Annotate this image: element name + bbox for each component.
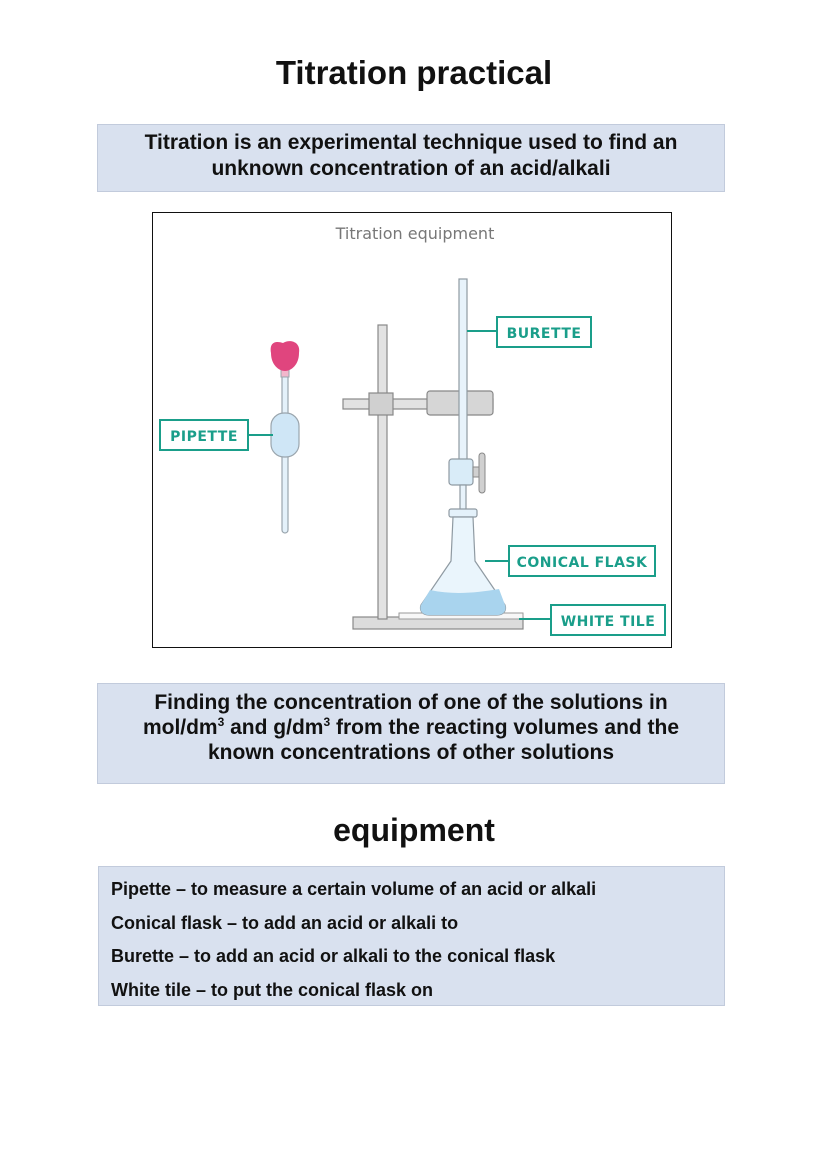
pipette-label-text: PIPETTE [170, 429, 238, 445]
aim-superscript-2: 3 [323, 715, 331, 729]
pipette-label [160, 420, 273, 450]
burette-label-text: BURETTE [506, 326, 582, 342]
aim-line-2-part-b: and g/dm [224, 716, 324, 739]
aim-line-3: known concentrations of other solutions [207, 741, 614, 764]
diagram-caption: Titration equipment [335, 224, 495, 243]
equipment-heading: equipment [333, 812, 495, 848]
titration-equipment-illustration [153, 213, 673, 649]
conical-flask-label [485, 546, 655, 576]
equipment-item-burette: Burette – to add an acid or alkali to the conical flask [111, 946, 556, 966]
equipment-item-conical-flask: Conical flask – to add an acid or alkali to [111, 912, 459, 933]
equipment-item-pipette: Pipette – to measure a certain volume of an acid or alkali [111, 879, 597, 899]
burette-label [467, 317, 591, 347]
retort-stand-icon [343, 325, 523, 629]
pipette-icon [271, 341, 300, 533]
aim-line-2 [98, 715, 724, 740]
page-title: Titration practical [275, 54, 553, 91]
white-tile-label [519, 605, 665, 635]
aim-line-2-part-c: from the reacting volumes and the [330, 716, 680, 739]
equipment-list [98, 866, 725, 1006]
aim-superscript-1: 3 [217, 715, 225, 729]
conical-flask-label-text: CONICAL FLASK [516, 555, 648, 571]
definition-line-1: Titration is an experimental technique used to find an [144, 131, 678, 154]
aim-line-2-part-a: mol/dm [142, 716, 218, 739]
definition-line-2: unknown concentration of an acid/alkali [211, 157, 611, 180]
white-tile-label-text: WHITE TILE [560, 614, 656, 630]
aim-line-1: Finding the concentration of one of the solutions in [154, 691, 668, 714]
titration-diagram [152, 212, 672, 648]
aim-box [97, 683, 725, 784]
equipment-item-white-tile: White tile – to put the conical flask on [111, 979, 434, 1000]
definition-box [97, 124, 725, 192]
